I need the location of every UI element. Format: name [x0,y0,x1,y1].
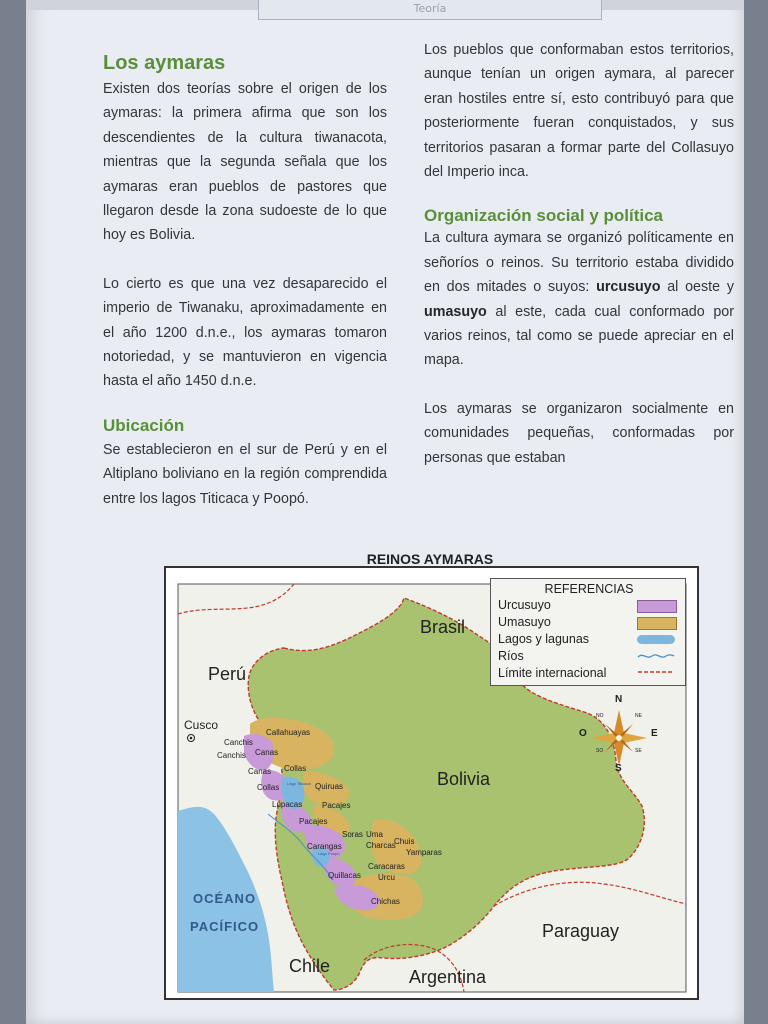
lake-label-titicaca: Lago Titicaca [287,781,311,786]
compass-o: O [579,728,587,739]
compass-so: SO [596,748,604,754]
title-ubicacion: Ubicación [103,415,185,435]
label-cusco: Cusco [184,718,219,732]
kingdom-label: Quiruas [315,782,344,791]
kingdom-label: Canas [248,767,272,776]
label-bolivia: Bolivia [437,769,491,789]
title-los-aymaras: Los aymaras [103,52,226,74]
kingdom-label: Urcu [378,873,395,882]
kingdom-label: Canas [255,748,279,757]
compass-se: SE [635,748,642,754]
swatch-umasuyo [637,617,677,630]
swatch-urcusuyo [637,600,677,613]
kingdom-label: Callahuayas [266,728,311,737]
kingdom-label: Lupacas [272,800,303,809]
social-paragraph: Los aymaras se organizaron socialmente en comunidades pequeñas, conformadas por personas que estaban [424,400,734,466]
left-column [103,52,387,511]
right-column [424,38,734,470]
legend-item-umasuyo: Umasuyo [498,615,551,629]
legend-item-urcusuyo: Urcusuyo [498,598,551,612]
ubicacion-paragraph: Se establecieron en el sur de Perú y en el Altiplano boliviano en la región comprendida entre los lagos Titicaca y Poopó. [103,441,387,507]
kingdom-label: Caracaras [368,862,405,871]
kingdom-label: Chuis [394,837,415,846]
label-argentina: Argentina [409,967,487,987]
kingdom-label: Collas [284,764,307,773]
label-chile: Chile [289,956,331,976]
label-peru: Perú [208,664,247,684]
origin-paragraph: Existen dos teorías sobre el origen de los aymaras: la primera afirma que son los descendientes de la cultura tiwanacota, mientras que la segunda señala que los aymaras eran pueblos de pastores que llegaron desde la zona sudoeste de lo que hoy es Bolivia. [103,81,387,244]
compass-no: NO [596,713,604,719]
map-legend [490,578,686,686]
compass-n: N [615,694,623,705]
legend-item-rios: Ríos [498,649,524,663]
compass-ne: NE [635,713,642,719]
kingdom-label: Pacajes [299,817,328,826]
legend-item-lagos: Lagos y lagunas [498,632,590,646]
pueblos-paragraph: Los pueblos que conformaban estos territorios, aunque tenían un origen aymara, al parecer eran hostiles entre sí, esto contribuyó para que posteriormente fueran conquistados, y sus territorios pasaran a formar parte del Collasuyo del Imperio inca. [424,42,734,181]
term-umasuyo: umasuyo [424,303,487,320]
title-organizacion: Organización social y política [424,206,664,226]
swatch-lagos [637,635,675,644]
compass-s: S [615,763,622,774]
kingdom-label: Soras [342,830,363,839]
organizacion-paragraph: La cultura aymara se organizó políticamente en señoríos o reinos. Su territorio estaba dividido en dos mitades o suyos: urcusuyo al oeste y umasuyo al este, cada cual conformado por varios reinos, tal como se puede apreciar en el mapa. [424,230,734,369]
map-title: REINOS AYMARAS [366,551,494,567]
compass-e: E [651,728,658,739]
kingdom-label: Charcas [366,841,396,850]
legend-title: REFERENCIAS [544,582,634,596]
label-paraguay: Paraguay [542,921,620,941]
kingdom-label: Collas [257,783,280,792]
kingdom-label: Yamparas [406,848,442,857]
term-urcusuyo: urcusuyo [596,279,661,296]
label-pacifico: PACÍFICO [190,919,260,934]
label-brasil: Brasil [420,617,466,637]
legend-item-limite: Límite internacional [498,666,607,680]
section-tab: Teoría [258,0,602,20]
kingdom-label: Canchis [217,751,246,760]
kingdom-label: Uma [366,830,383,839]
swatch-limite [637,669,675,675]
kingdom-label: Chichas [371,897,400,906]
lake-label-poopo: Lago Poopó [318,851,340,856]
kingdom-label: Quillacas [328,871,361,880]
kingdom-label: Canchis [224,738,253,747]
label-oceano: OCÉANO [193,891,257,906]
swatch-rios [637,651,675,661]
kingdom-label: Pacajes [322,801,351,810]
tiwanaku-paragraph: Lo cierto es que una vez desaparecido el imperio de Tiwanaku, aproximadamente en el año 1200 d.n.e., los aymaras tomaron notoriedad, y se mantuvieron en vigencia hasta el año 1450 d.n.e. [103,275,387,390]
kingdom-label: Carangas [307,842,342,851]
